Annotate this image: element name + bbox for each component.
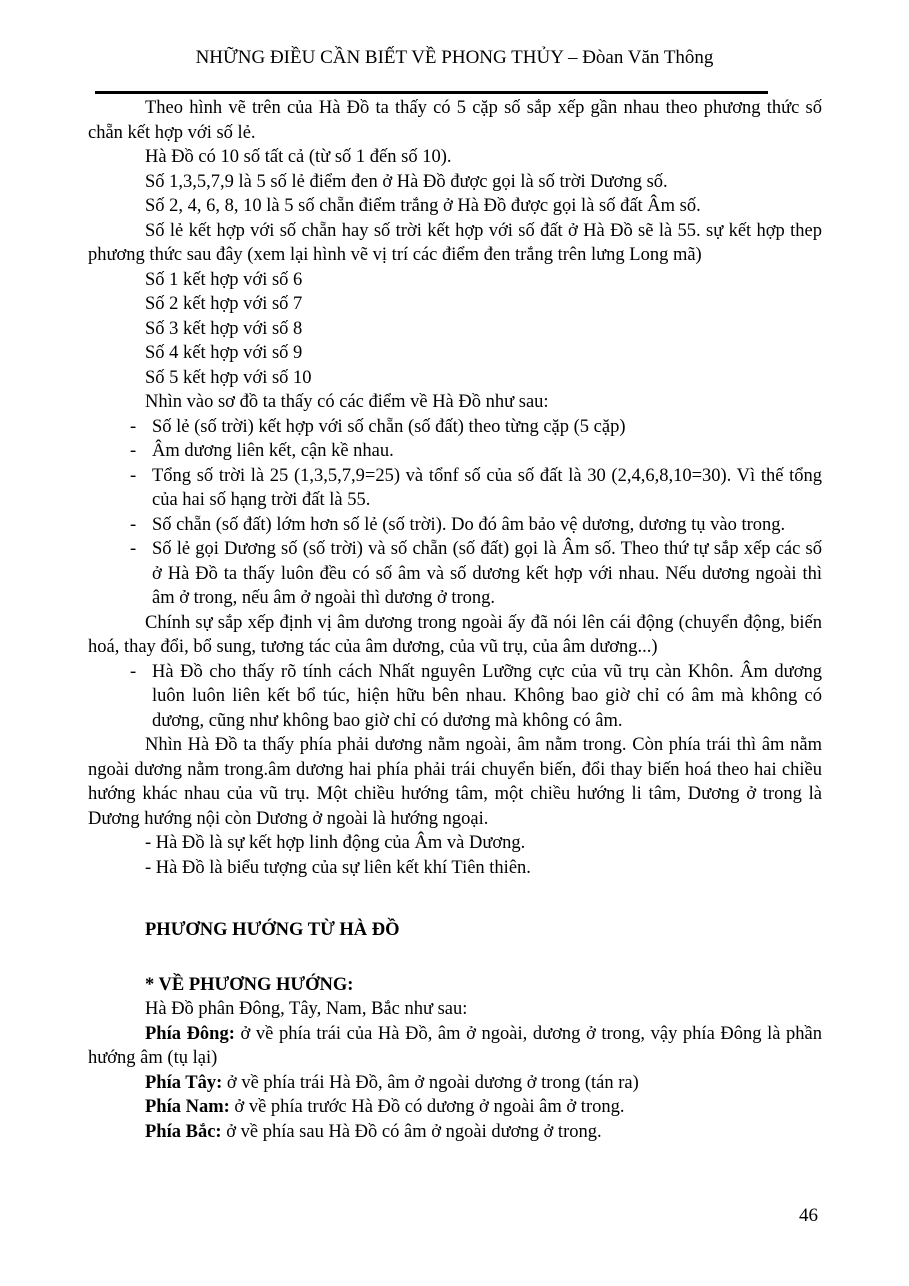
- bullet-text: Số lẻ (số trời) kết hợp với số chẵn (số đất) theo từng cặp (5 cặp): [152, 416, 626, 437]
- paragraph: Chính sự sắp xếp định vị âm dương trong ngoài ấy đã nói lên cái động (chuyển động, biến hoá, thay đổi, bổ sung, tương tác của âm dương, của vũ trụ, của âm dương...): [88, 612, 822, 657]
- bullet-item: [88, 537, 822, 611]
- paragraph: Số lẻ kết hợp với số chẵn hay số trời kết hợp với số đất ở Hà Đồ sẽ là 55. sự kết hợp thep phương thức sau đây (xem lại hình vẽ vị trí các điểm đen trắng trên lưng Long mã): [88, 220, 822, 265]
- paragraph-phia-nam: [88, 1095, 822, 1120]
- paragraph-phia-tay: [88, 1071, 822, 1096]
- page-number: 46: [799, 1205, 818, 1226]
- paragraph-phia-bac: [88, 1120, 822, 1145]
- direction-text: ở về phía trái của Hà Đồ, âm ở ngoài, dương ở trong, vậy phía Đông là phần hướng âm (tụ lại): [88, 1023, 823, 1068]
- bullet-dash: -: [130, 539, 137, 559]
- direction-text: ở về phía sau Hà Đồ có âm ở ngoài dương ở trong.: [226, 1121, 602, 1142]
- pair-line: Số 4 kết hợp với số 9: [145, 343, 303, 363]
- pair-line: Số 2 kết hợp với số 7: [145, 294, 303, 314]
- paragraph: Số 1,3,5,7,9 là 5 số lẻ điểm đen ở Hà Đồ được gọi là số trời Dương số.: [145, 171, 668, 192]
- direction-label: Phía Bắc:: [145, 1121, 222, 1142]
- document-header-title: NHỮNG ĐIỀU CẦN BIẾT VỀ PHONG THỦY – Đòan Văn Thông: [195, 47, 714, 68]
- bullet-item: [88, 464, 822, 513]
- paragraph: Nhìn vào sơ đồ ta thấy có các điểm về Hà Đồ như sau:: [145, 392, 549, 412]
- document-body: [88, 96, 822, 1144]
- paragraph: Hà Đồ có 10 số tất cả (từ số 1 đến số 10).: [145, 147, 452, 167]
- dash-line: - Hà Đồ là biểu tượng của sự liên kết khí Tiên thiên.: [145, 857, 531, 878]
- paragraph: Số 2, 4, 6, 8, 10 là 5 số chẵn điểm trắng ở Hà Đồ được gọi là số đất Âm số.: [145, 196, 701, 216]
- direction-label: Phía Đông:: [145, 1023, 235, 1044]
- direction-text: ở về phía trước Hà Đồ có dương ở ngoài âm ở trong.: [234, 1097, 625, 1117]
- dash-line: - Hà Đồ là sự kết hợp linh động của Âm và Dương.: [145, 833, 526, 853]
- section-heading-phuong-huong-tu-ha-do: PHƯƠNG HƯỚNG TỪ HÀ ĐỒ: [145, 920, 400, 940]
- bullet-text: Số chẵn (số đất) lớm hơn số lẻ (số trời). Do đó âm bảo vệ dương, dương tụ vào trong.: [152, 514, 786, 535]
- bullet-dash: -: [130, 514, 137, 535]
- paragraph-phia-dong: [88, 1022, 822, 1071]
- bullet-item: [88, 660, 822, 734]
- bullet-dash: -: [130, 465, 137, 486]
- bullet-dash: -: [130, 661, 137, 682]
- bullet-dash: -: [130, 416, 137, 437]
- bullet-item: [88, 439, 822, 464]
- bullet-text: Âm dương liên kết, cận kề nhau.: [152, 441, 394, 461]
- bullet-item: [88, 513, 822, 538]
- bullet-text: Tổng số trời là 25 (1,3,5,7,9=25) và tổnf số của số đất là 30 (2,4,6,8,10=30). Vì thế tổng của hai số hạng trời đất là 55.: [152, 465, 822, 510]
- bullet-text: Hà Đồ cho thấy rõ tính cách Nhất nguyên Lưỡng cực của vũ trụ càn Khôn. Âm dương luôn luôn liên kết bổ túc, hiện hữu bên nhau. Không bao giờ chỉ có âm mà không có dương, cũng như không bao giờ chỉ có dương mà không có âm.: [152, 661, 822, 731]
- direction-label: Phía Nam:: [145, 1097, 230, 1117]
- direction-label: Phía Tây:: [145, 1072, 223, 1093]
- pair-line: Số 3 kết hợp với số 8: [145, 318, 303, 339]
- bullet-item: [88, 415, 822, 440]
- paragraph: Nhìn Hà Đồ ta thấy phía phải dương nằm ngoài, âm nằm trong. Còn phía trái thì âm nằm ngoài dương nằm trong.âm dương hai phía phải trái chuyển biến, đổi thay biến hoá theo hai chiều hướng khác nhau của vũ trụ. Một chiều hướng tâm, một chiều hướng li tâm, Dương ở trong là Dương hướng nội còn Dương ở ngoài là hướng ngoại.: [88, 735, 822, 829]
- paragraph: Hà Đồ phân Đông, Tây, Nam, Bắc như sau:: [145, 999, 468, 1019]
- pair-line: Số 5 kết hợp với số 10: [145, 367, 312, 388]
- pair-line: Số 1 kết hợp với số 6: [145, 269, 303, 290]
- paragraph: Theo hình vẽ trên của Hà Đồ ta thấy có 5 cặp số sắp xếp gần nhau theo phương thức số chẵn kết hợp với số lẻ.: [88, 98, 822, 143]
- header-divider-rule: [95, 91, 768, 94]
- direction-text: ở về phía trái Hà Đồ, âm ở ngoài dương ở trong (tán ra): [226, 1072, 639, 1093]
- bullet-text: Số lẻ gọi Dương số (số trời) và số chẵn (số đất) gọi là Âm số. Theo thứ tự sắp xếp các số ở Hà Đồ ta thấy luôn đều có số âm và số dương kết hợp với nhau. Nếu dương ngoài thì âm ở trong, nếu âm ở ngoài thì dương ở trong.: [152, 539, 822, 608]
- bullet-dash: -: [130, 441, 137, 461]
- subsection-heading-ve-phuong-huong: * VỀ PHƯƠNG HƯỚNG:: [145, 974, 354, 995]
